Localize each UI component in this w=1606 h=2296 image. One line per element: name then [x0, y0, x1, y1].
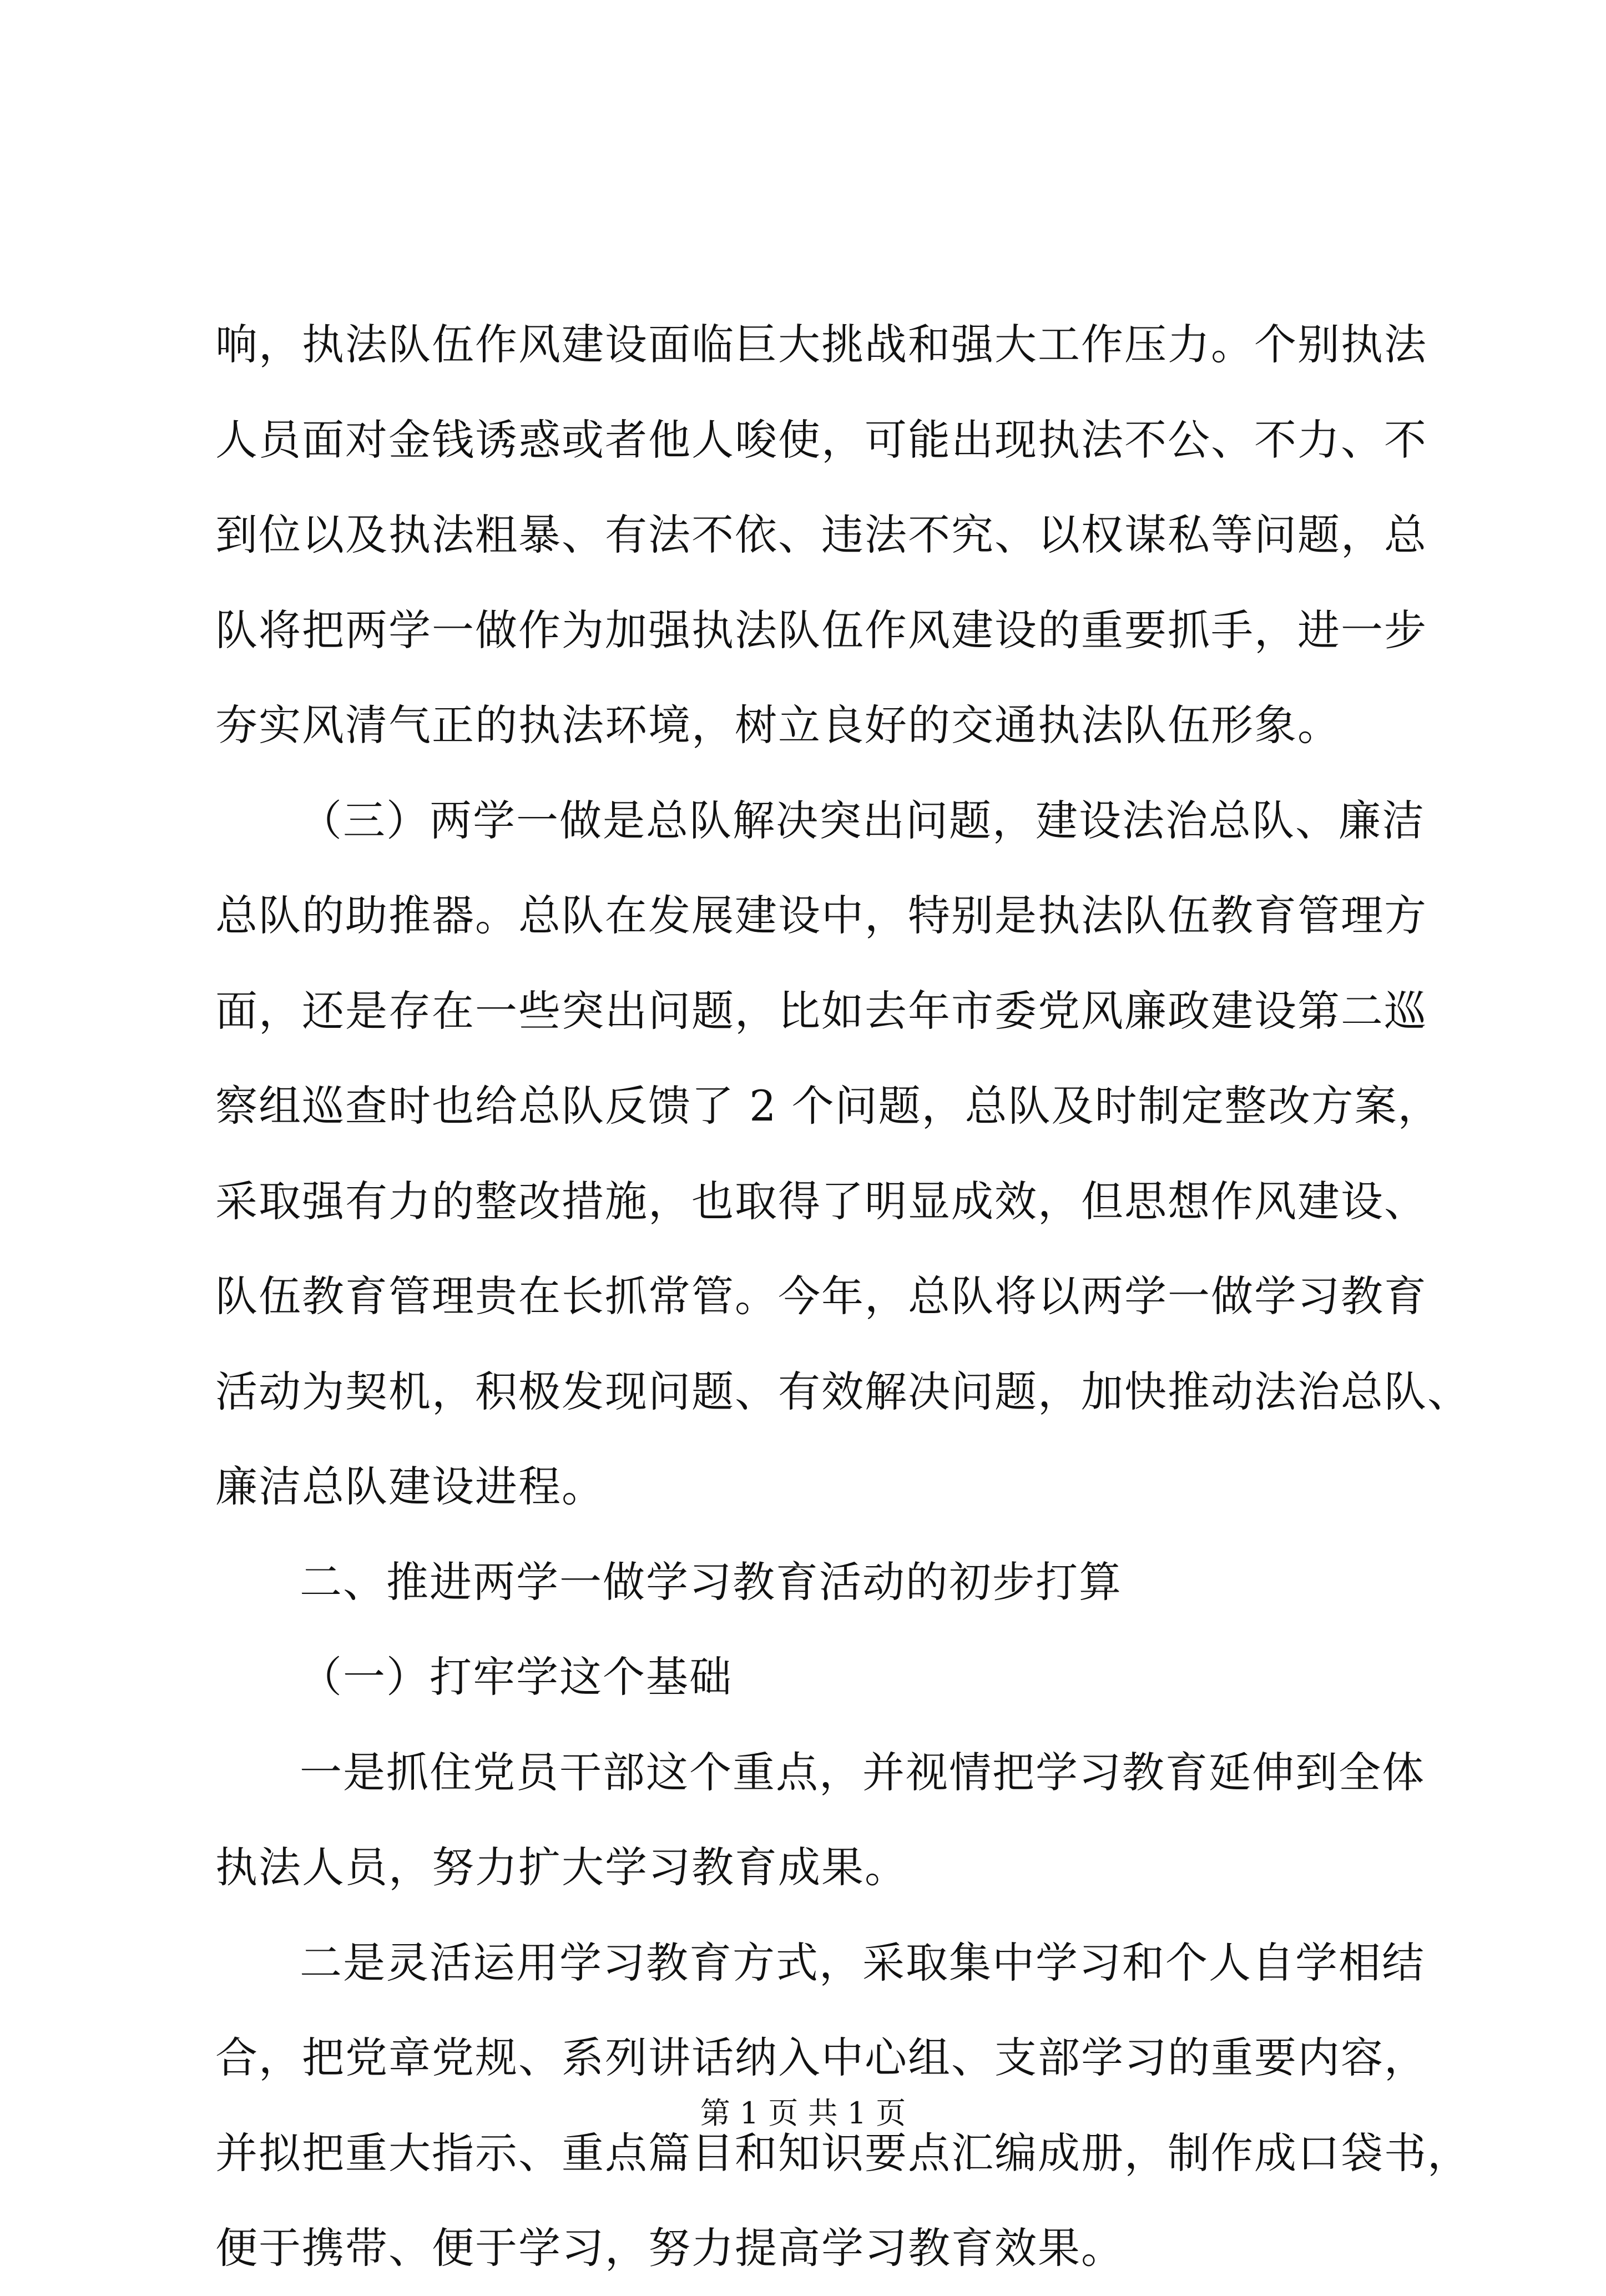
- document-body: [215, 297, 1471, 2296]
- page-number: 第 1 页 共 1 页: [700, 2096, 906, 2131]
- subsection-heading: （一）打牢学这个基础: [300, 1652, 733, 1702]
- page-footer: [0, 2091, 1606, 2136]
- body-line-2: 人员面对金钱诱惑或者他人唆使，可能出现执法不公、不力、不: [215, 415, 1427, 465]
- body-line-11: 队伍教育管理贵在长抓常管。今年，总队将以两学一做学习教育: [215, 1271, 1427, 1321]
- body-line-20: 并拟把重大指示、重点篇目和知识要点汇编成册，制作成口袋书，: [215, 2128, 1471, 2178]
- body-line-19: 合，把党章党规、系列讲话纳入中心组、支部学习的重要内容，: [215, 2033, 1427, 2082]
- body-line-6: （三）两学一做是总队解决突出问题，建设法治总队、廉洁: [300, 795, 1425, 845]
- body-line-21: 便于携带、便于学习，努力提高学习教育效果。: [215, 2223, 1124, 2273]
- body-line-18: 二是灵活运用学习教育方式，采取集中学习和个人自学相结: [300, 1937, 1425, 1987]
- body-line-8: 面，还是存在一些突出问题，比如去年市委党风廉政建设第二巡: [215, 986, 1427, 1036]
- body-line-17: 执法人员，努力扩大学习教育成果。: [215, 1843, 908, 1892]
- body-line-9: 察组巡查时也给总队反馈了 2 个问题，总队及时制定整改方案，: [215, 1081, 1441, 1131]
- body-line-3: 到位以及执法粗暴、有法不依、违法不究、以权谋私等问题，总: [215, 510, 1427, 559]
- body-line-1: 响，执法队伍作风建设面临巨大挑战和强大工作压力。个别执法: [215, 320, 1427, 369]
- body-line-12: 活动为契机，积极发现问题、有效解决问题，加快推动法治总队、: [215, 1366, 1471, 1416]
- section-heading: 二、推进两学一做学习教育活动的初步打算: [300, 1557, 1122, 1607]
- body-line-7: 总队的助推器。总队在发展建设中，特别是执法队伍教育管理方: [215, 891, 1427, 940]
- body-line-10: 采取强有力的整改措施，也取得了明显成效，但思想作风建设、: [215, 1176, 1427, 1226]
- body-line-13: 廉洁总队建设进程。: [215, 1462, 605, 1511]
- body-line-16: 一是抓住党员干部这个重点，并视情把学习教育延伸到全体: [300, 1747, 1425, 1797]
- body-line-5: 夯实风清气正的执法环境，树立良好的交通执法队伍形象。: [215, 700, 1341, 750]
- body-line-4: 队将把两学一做作为加强执法队伍作风建设的重要抓手，进一步: [215, 605, 1427, 655]
